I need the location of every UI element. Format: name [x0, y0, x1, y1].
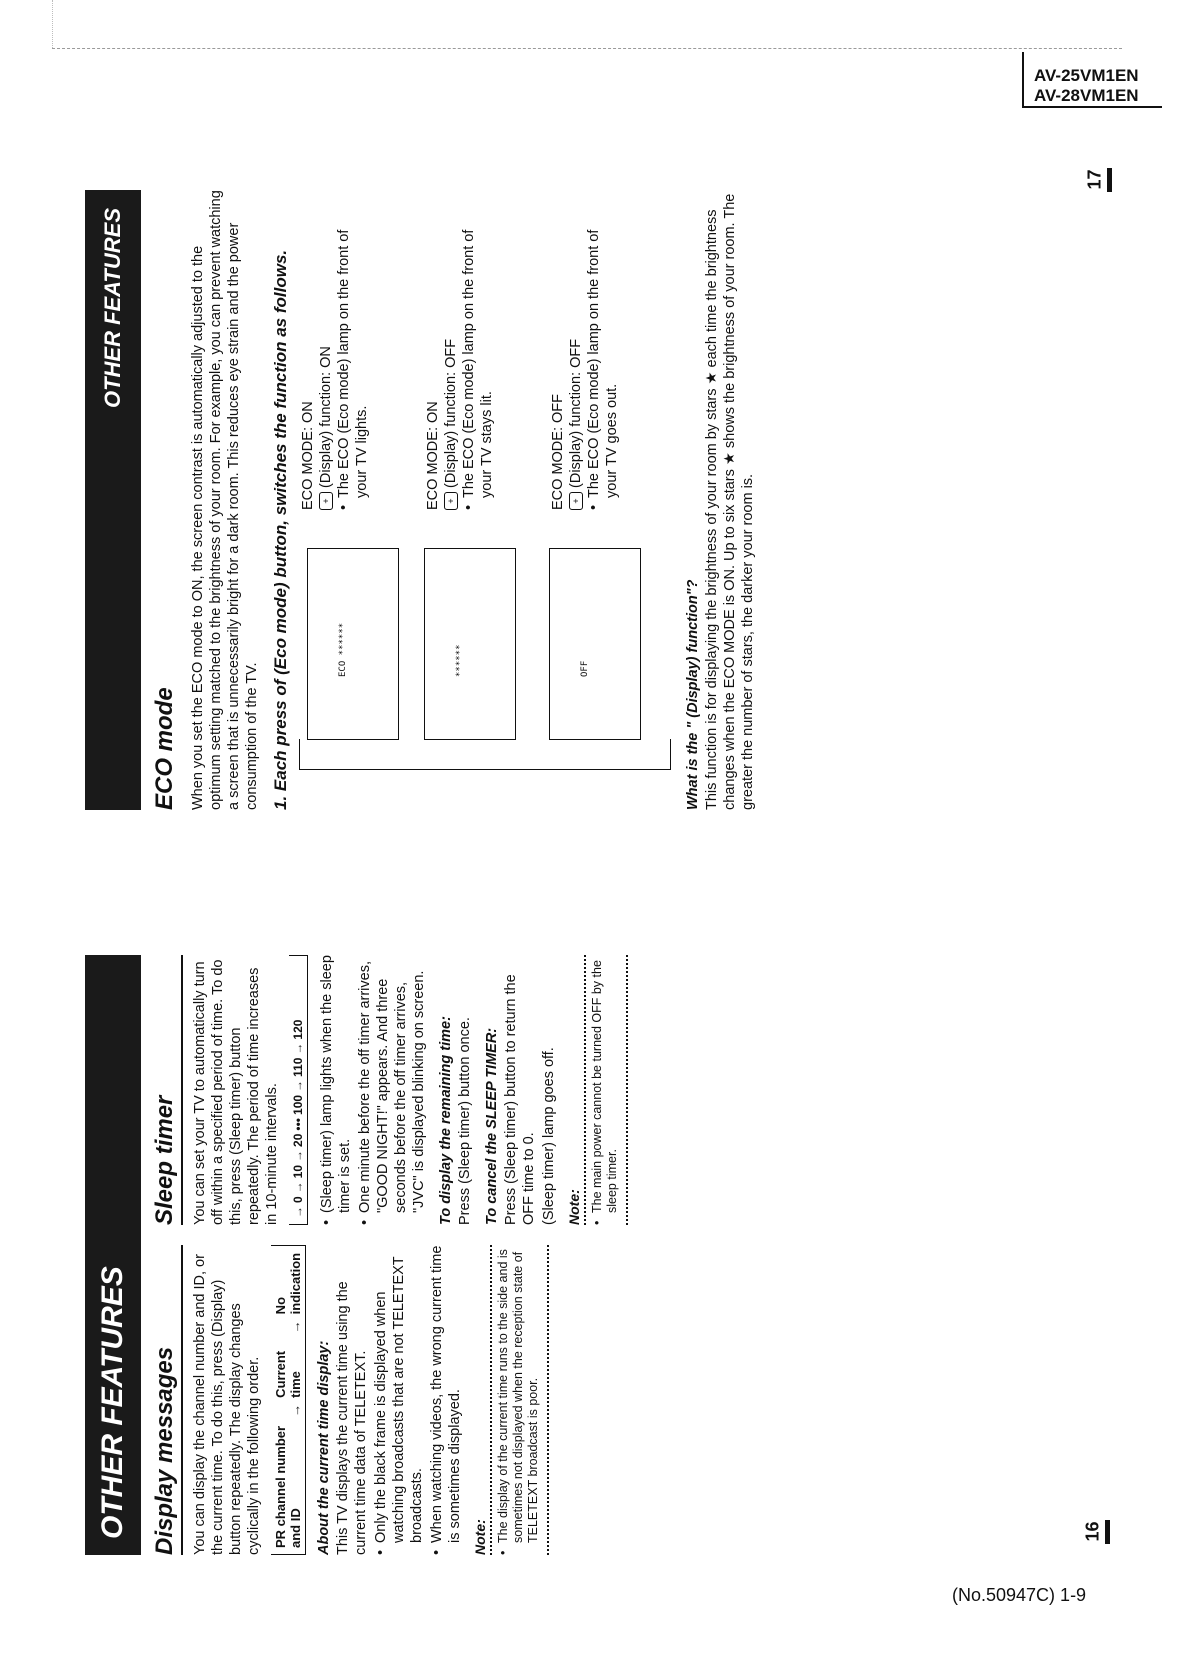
- eco-mode-section: [151, 190, 763, 810]
- arrow-icon: →: [288, 1403, 303, 1417]
- seq-item: 120: [291, 1019, 305, 1040]
- note-text: • The main power cannot be turned OFF by the sleep timer.: [590, 955, 628, 1225]
- arrow-icon: →: [291, 1181, 305, 1194]
- arrow-icon: →: [291, 1042, 305, 1055]
- bullet-list: [372, 1245, 464, 1555]
- state-line: ECO MODE: ON: [300, 401, 316, 510]
- sleep-sequence: [289, 955, 308, 1225]
- arrow-icon: →: [288, 1320, 303, 1334]
- list-item: • The ECO (Eco mode) lamp on the front of your TV stays lit.: [460, 210, 496, 510]
- body-text: (Sleep timer) lamp goes off.: [541, 1047, 557, 1225]
- state-description: [424, 210, 498, 510]
- sleep-timer-section: [151, 955, 628, 1225]
- display-messages-section: [151, 1245, 549, 1555]
- note-text: • The display of the current time runs to the side and is sometimes not displayed when the reception state of TELETEXT broadcast is poor.: [496, 1245, 549, 1555]
- state-line: ECO MODE: OFF: [550, 394, 566, 510]
- body-text: This TV displays the current time using the current time data of TELETEXT.: [335, 1281, 369, 1555]
- intro-text: When you set the ECO mode to ON, the screen contrast is automatically adjusted to the optimum setting matched to the brightness of your room. For example, you can prevent watching a screen that is unnecessarily bright for a dark room. This reduces eye strain and the power consumption of the TV.: [190, 190, 260, 810]
- eco-state: [424, 210, 544, 810]
- section-title: Display messages: [151, 1245, 183, 1555]
- seq-item: 20: [291, 1133, 305, 1147]
- list-item: • Only the black frame is displayed when watching broadcasts that are not TELETEXT broadcasts.: [372, 1245, 426, 1555]
- subheading: About the current time display:: [316, 1340, 332, 1555]
- body-text: Press (Sleep timer) button to return the OFF time to 0.: [503, 974, 537, 1225]
- seq-item: No indication: [273, 1252, 303, 1315]
- section-title: Sleep timer: [151, 955, 183, 1225]
- display-sequence: [271, 1245, 306, 1555]
- intro-text: You can set your TV to automatically turn off within a specified period of time. To do this, press (Sleep timer) button repeatedly. The period of time increases in 10-minute intervals.: [192, 959, 280, 1225]
- subheading: To cancel the SLEEP TIMER:: [484, 1027, 500, 1225]
- note-title: Note:: [472, 1245, 492, 1555]
- eco-state: [299, 210, 419, 810]
- intro-text: You can display the channel number and ID, or the current time. To do this, press (Display) button repeatedly. The display changes cyclically in the following order.: [192, 1254, 262, 1555]
- state-line: + (Display) function: OFF: [567, 210, 585, 510]
- section-banner: OTHER FEATURES: [85, 190, 141, 810]
- seq-item: 100: [291, 1094, 305, 1115]
- body-text: This function is for displaying the brightness of your room by stars ★ each time the brightness changes when the ECO MODE is ON. Up to six stars ★ shows the brightness of your room. The greater the number of stars, the darker your room is.: [704, 193, 756, 810]
- margin-line: [52, 0, 53, 48]
- display-icon: +: [444, 492, 458, 510]
- rotated-spread: [85, 190, 1145, 1555]
- eco-state: [549, 210, 669, 810]
- state-description: [299, 210, 373, 510]
- seq-item: 0: [291, 1196, 305, 1203]
- bullet-list: [318, 955, 428, 1225]
- tv-screen: [549, 548, 641, 740]
- state-line: ECO MODE: ON: [425, 401, 441, 510]
- arrow-icon: →: [291, 1149, 305, 1162]
- seq-item: Current time: [273, 1350, 303, 1398]
- document-code: (No.50947C) 1-9: [952, 1585, 1087, 1605]
- arrow-icon: →: [291, 1079, 305, 1092]
- section-banner: OTHER FEATURES: [85, 955, 141, 1555]
- note-title: Note:: [566, 955, 586, 1225]
- seq-item: •••: [291, 1117, 305, 1131]
- seq-item: 110: [291, 1057, 305, 1077]
- tv-screen: [424, 548, 516, 740]
- model-number-box: [1022, 52, 1162, 108]
- list-item: • When watching videos, the wrong current time is sometimes displayed.: [428, 1245, 464, 1555]
- arrow-icon: →: [291, 1206, 305, 1218]
- state-line: + (Display) function: OFF: [442, 210, 460, 510]
- list-item: • One minute before the off timer arrives, "GOOD NIGHT!" appears. And three seconds before the off timer arrives, "JVC" is displayed blinking on screen.: [356, 955, 428, 1225]
- state-description: [549, 210, 623, 510]
- display-icon: +: [569, 492, 583, 510]
- tv-screen: [307, 548, 399, 740]
- body-text: Press (Sleep timer) button once.: [457, 1017, 473, 1225]
- seq-item: 10: [291, 1164, 305, 1179]
- step-text: 1. Each press of (Eco mode) button, switches the function as follows.: [271, 249, 290, 810]
- eco-diagram: [299, 190, 679, 810]
- page-number-right: 17: [1085, 168, 1112, 192]
- screen-indicator: OFF: [580, 660, 590, 677]
- screen-indicator: ******: [455, 644, 465, 677]
- display-icon: +: [319, 492, 333, 510]
- screen-indicator: ECO ******: [338, 622, 348, 677]
- section-title: ECO mode: [151, 687, 178, 810]
- model-number: AV-25VM1EN: [1034, 66, 1139, 85]
- list-item: • The ECO (Eco mode) lamp on the front of your TV lights.: [335, 210, 371, 510]
- seq-item: PR channel number and ID: [273, 1425, 303, 1548]
- header-rule: [52, 48, 1122, 49]
- list-item: • (Sleep timer) lamp lights when the sleep timer is set.: [318, 955, 354, 1225]
- page-number-left: 16: [1083, 1520, 1110, 1544]
- subheading: What is the " (Display) function"?: [685, 579, 701, 810]
- state-line: + (Display) function: ON: [317, 210, 335, 510]
- subheading: To display the remaining time:: [438, 1016, 454, 1225]
- model-number: AV-28VM1EN: [1034, 86, 1139, 105]
- list-item: • The ECO (Eco mode) lamp on the front of your TV goes out.: [585, 210, 621, 510]
